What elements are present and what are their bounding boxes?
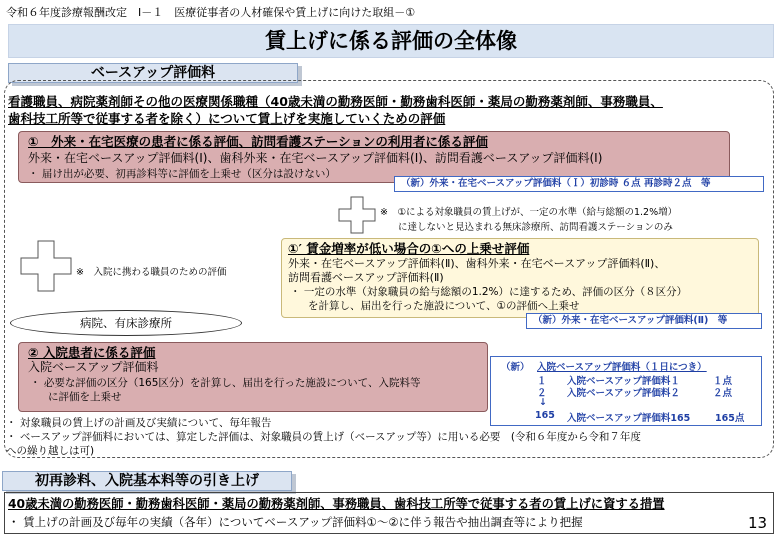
section1b-body-2: 訪問看護ベースアップ評価料(Ⅱ)	[288, 271, 444, 284]
section1b-note-1: ・ 一定の水準（対象職員の給与総額の1.2%）に達するため、評価の区分（８区分）	[290, 286, 688, 298]
section1-heading: ① 外来・在宅医療の患者に係る評価、訪問看護ステーションの利用者に係る評価	[28, 134, 488, 149]
page-number: 13	[748, 514, 768, 532]
bullet-2: ・ ベースアップ評価料においては、算定した評価は、対象職員の賃上げ（ベースアップ等）に用いる必要 (令和６年度から令和７年度	[6, 431, 641, 443]
cross-note-1-line-1: ※ ①による対象職員の賃上げが、一定の水準（給与総額の1.2%増）	[380, 207, 678, 218]
section2-note-1: ・ 必要な評価の区分（165区分）を計算し、届出を行った施設について、入院料等	[30, 377, 421, 389]
intro-line-2: 歯科技工所等で従事する者を除く）について賃上げを実施していくための評価	[8, 111, 446, 126]
section1b-note-2: を計算し、届出を行った施設について、①の評価へ上乗せ	[308, 300, 580, 312]
section2-new-box	[490, 356, 762, 426]
bullet-3: への繰り越しは可)	[6, 445, 95, 457]
section2-body: 入院ベースアップ評価料	[28, 360, 159, 374]
row2-points: ２点	[713, 388, 733, 399]
row3-name: 入院ベースアップ評価料165	[567, 413, 691, 424]
section1b-body-1: 外来・在宅ベースアップ評価料(Ⅱ)、歯科外来・在宅ベースアップ評価料(Ⅱ)、	[288, 257, 666, 270]
arrow-down-icon: ↓	[539, 397, 547, 408]
section1-new-box: （新）外来・在宅ベースアップ評価料（Ｉ）初診時 ６点 再診時２点 等	[394, 176, 764, 192]
bottom-tab: 初再診料、入院基本料等の引き上げ	[2, 471, 292, 491]
cross-note-1-line-2: に達しないと見込まれる無床診療所、訪問看護ステーションのみ	[398, 222, 673, 233]
base-up-tab: ベースアップ評価料	[8, 63, 298, 83]
row2-name: 入院ベースアップ評価料２	[567, 388, 680, 399]
section1b-new-box: （新）外来・在宅ベースアップ評価料(Ⅱ) 等	[526, 313, 762, 329]
row1-num: １	[537, 376, 547, 387]
section2-note-2: に評価を上乗せ	[48, 391, 122, 403]
new-title: 入院ベースアップ評価料（１日につき）	[537, 362, 707, 373]
section2-heading: ② 入院患者に係る評価	[28, 345, 156, 360]
bottom-line-2: ・ 賃上げの計画及び毎年の実績（各年）についてベースアップ評価料①～②に伴う報告や抽出調査等により把握	[8, 515, 583, 529]
page-title: 賃上げに係る評価の全体像	[265, 29, 517, 53]
header-label: 令和６年度診療報酬改定 Ⅰ－１ 医療従事者の人材確保や賃上げに向けた取組－①	[6, 6, 416, 19]
hospital-oval: 病院、有床診療所	[10, 310, 242, 336]
bullet-1: ・ 対象職員の賃上げの計画及び実績について、毎年報告	[6, 417, 272, 429]
intro-line-1: 看護職員、病院薬剤師その他の医療関係職種（40歳未満の勤務医師・勤務歯科医師・薬局の勤務薬剤師、事務職員、	[8, 94, 663, 109]
row1-points: １点	[713, 376, 733, 387]
row2-num: ２	[537, 388, 547, 399]
row3-points: 165点	[715, 413, 745, 424]
plus-icon	[338, 196, 376, 234]
plus-icon	[20, 240, 72, 292]
section1-note: ・ 届け出が必要、初再診料等に評価を上乗せ（区分は設けない）	[28, 168, 336, 180]
cross-note-2: ※ 入院に携わる職員のための評価	[76, 267, 227, 278]
bottom-line-1: 40歳未満の勤務医師・勤務歯科医師・薬局の勤務薬剤師、事務職員、歯科技工所等で従事する者の賃上げに資する措置	[8, 497, 665, 511]
section1b-heading: ①′ 賃金増率が低い場合の①への上乗せ評価	[288, 241, 530, 256]
row1-name: 入院ベースアップ評価料１	[567, 376, 680, 387]
section1-body: 外来・在宅ベースアップ評価料(I)、歯科外来・在宅ベースアップ評価料(I)、訪問看護ベースアップ評価料(I)	[28, 151, 603, 165]
new-label: （新）	[501, 362, 530, 373]
row3-num: 165	[535, 410, 555, 421]
